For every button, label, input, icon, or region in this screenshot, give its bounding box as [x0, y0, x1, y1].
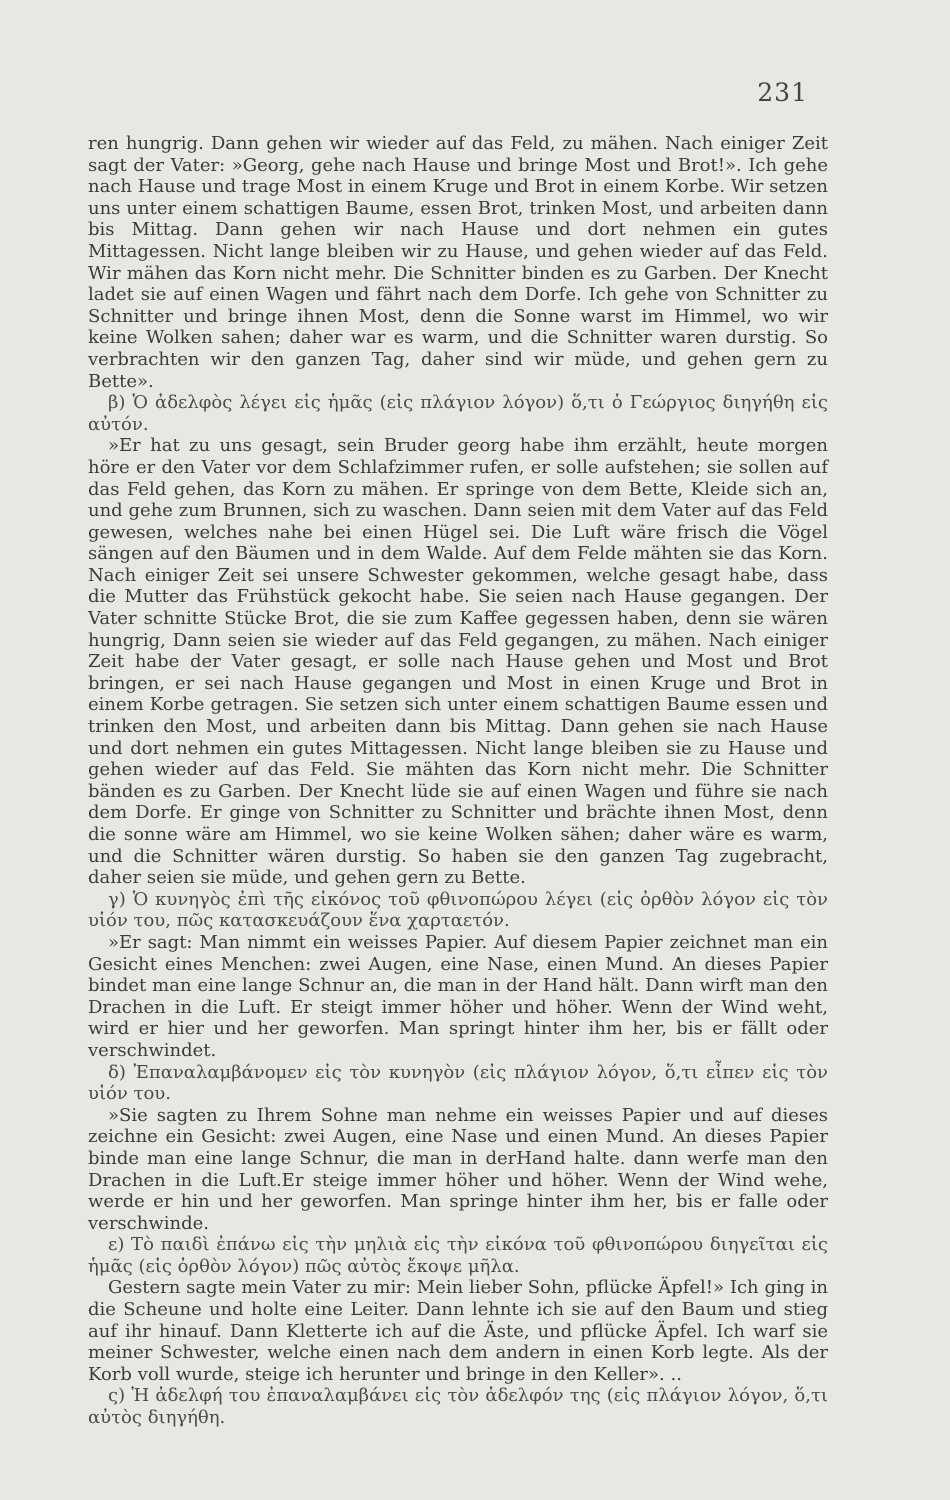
exercise-heading-delta: δ) Ἐπαναλαμβάνομεν εἰς τὸν κυνηγὸν (εἰς πλάγιον λόγον, ὅ,τι εἶπεν εἰς τὸν υἱόν του.	[88, 1061, 828, 1105]
exercise-heading-epsilon: ε) Τὸ παιδὶ ἐπάνω εἰς τὴν μηλιὰ εἰς τὴν εἰκόνα τοῦ φθινοπώρου διηγεῖται εἰς ἡμᾶς (εἰς ὀρθὸν λόγον) πῶς αὐτὸς ἔκοψε μῆλα.	[88, 1234, 828, 1277]
exercise-heading-beta: β) Ὁ ἀδελφὸς λέγει εἰς ἡμᾶς (εἰς πλάγιον λόγον) ὅ,τι ὁ Γεώργιος διηγήθη εἰς αὐτόν.	[88, 392, 828, 435]
paragraph-indirect-speech: »Er hat zu uns gesagt, sein Bruder georg habe ihm erzählt, heute morgen höre er den Vater vor dem Schlafzimmer rufen, er solle aufstehen; sie sollen auf das Feld gehen, das Korn zu mähen. Er springe von dem Bette, Kleide sich an, und gehe zum Brunnen, sich zu waschen. Dann seien mit dem Vater auf das Feld gewesen, welches nahe bei einen Hügel sei. Die Luft wäre frisch die Vögel sängen auf den Bäumen und in dem Walde. Auf dem Felde mähten sie das Korn. Nach einiger Zeit sei unsere Schwester gekommen, welche gesagt habe, dass die Mutter das Frühstück gekocht habe. Sie seien nach Hause gegangen. Der Vater schnitte Stücke Brot, die sie zum Kaffee gegessen haben, denn sie wären hungrig, Dann seien sie wieder auf das Feld gegangen, zu mähen. Nach einiger Zeit habe der Vater gesagt, er solle nach Hause gehen und Most und Brot bringen, er sei nach Hause gegangen und Most in einen Kruge und Brot in einem Korbe getragen. Sie setzen sich unter einem schattigen Baume essen und trinken den Most, und arbeiten dann bis Mittag. Dann gehen sie nach Hause und dort nehmen ein gutes Mittagessen. Nicht lange bleiben sie zu Hause und gehen wieder auf das Feld. Sie mähten das Korn nicht mehr. Die Schnitter bänden es zu Garben. Der Knecht lüde sie auf einen Wagen und führe sie nach dem Dorfe. Er ginge von Schnitter zu Schnitter und brächte ihnen Most, denn die sonne wäre am Himmel, wo sie keine Wolken sähen; daher wäre es warm, und die Schnitter wären durstig. So haben sie den ganzen Tag zugebracht, daher seien sie müde, und gehen gern zu Bette.	[88, 435, 828, 889]
page-number: 231	[757, 78, 808, 107]
paragraph-apples: Gestern sagte mein Vater zu mir: Mein lieber Sohn, pflücke Äpfel!» Ich ging in die Scheune und holte eine Leiter. Dann lehnte ich sie auf den Baum und stieg auf ihr hinauf. Dann Kletterte ich auf die Äste, und pflücke Äpfel. Ich warf sie meiner Schwester, welche einen nach dem andern in einen Korb legte. Als der Korb voll wurde, steige ich herunter und bringe in den Keller». ..	[88, 1277, 828, 1385]
text-column	[88, 133, 828, 1429]
exercise-heading-gamma: γ) Ὁ κυνηγὸς ἐπὶ τῆς εἰκόνος τοῦ φθινοπώρου λέγει (εἰς ὀρθὸν λόγον εἰς τὸν υἱόν του, πῶς κατασκευάζουν ἕνα χαρταετόν.	[88, 888, 828, 932]
paragraph-kite-direct: »Er sagt: Man nimmt ein weisses Papier. Auf diesem Papier zeichnet man ein Gesicht eines Menchen: zwei Augen, eine Nase, einen Mund. An dieses Papier bindet man eine lange Schnur an, die man in der Hand hält. Dann wirft man den Drachen in die Luft. Er steigt immer höher und höher. Wenn der Wind weht, wird er hier und her geworfen. Man springt hinter ihm her, bis er fällt oder verschwindet.	[88, 931, 828, 1061]
paragraph-continuation: ren hungrig. Dann gehen wir wieder auf das Feld, zu mähen. Nach einiger Zeit sagt der Vater: »Georg, gehe nach Hause und bringe Most und Brot!». Ich gehe nach Hause und trage Most in einem Kruge und Brot in einem Korbe. Wir setzen uns unter einem schattigen Baume, essen Brot, trinken Most, und arbeiten dann bis Mittag. Dann gehen wir nach Hause und dort nehmen ein gutes Mittagessen. Nicht lange bleiben wir zu Hause, und gehen wieder auf das Feld. Wir mähen das Korn nicht mehr. Die Schnitter binden es zu Garben. Der Knecht ladet sie auf einen Wagen und fährt nach dem Dorfe. Ich gehe von Schnitter zu Schnitter und bringe ihnen Most, denn die Sonne warst im Himmel, wo wir keine Wolken sahen; daher war es warm, und die Schnitter waren durstig. So verbrachten wir den ganzen Tag, daher sind wir müde, und gehen gern zu Bette».	[88, 133, 828, 392]
paragraph-kite-indirect: »Sie sagten zu Ihrem Sohne man nehme ein weisses Papier und auf dieses zeichne ein Gesicht: zwei Augen, eine Nase und einen Mund. An dieses Papier binde man eine lange Schnur, die man in derHand halte. dann werfe man den Drachen in die Luft.Er steige immer höher und höher. Wenn der Wind wehe, werde er hin und her geworfen. Man springe hinter ihm her, bis er falle oder verschwinde.	[88, 1104, 828, 1234]
exercise-heading-stigma: ς) Ἡ ἀδελφή του ἐπαναλαμβάνει εἰς τὸν ἀδελφόν της (εἰς πλάγιον λόγον, ὅ,τι αὐτὸς διηγήθη.	[88, 1385, 828, 1429]
